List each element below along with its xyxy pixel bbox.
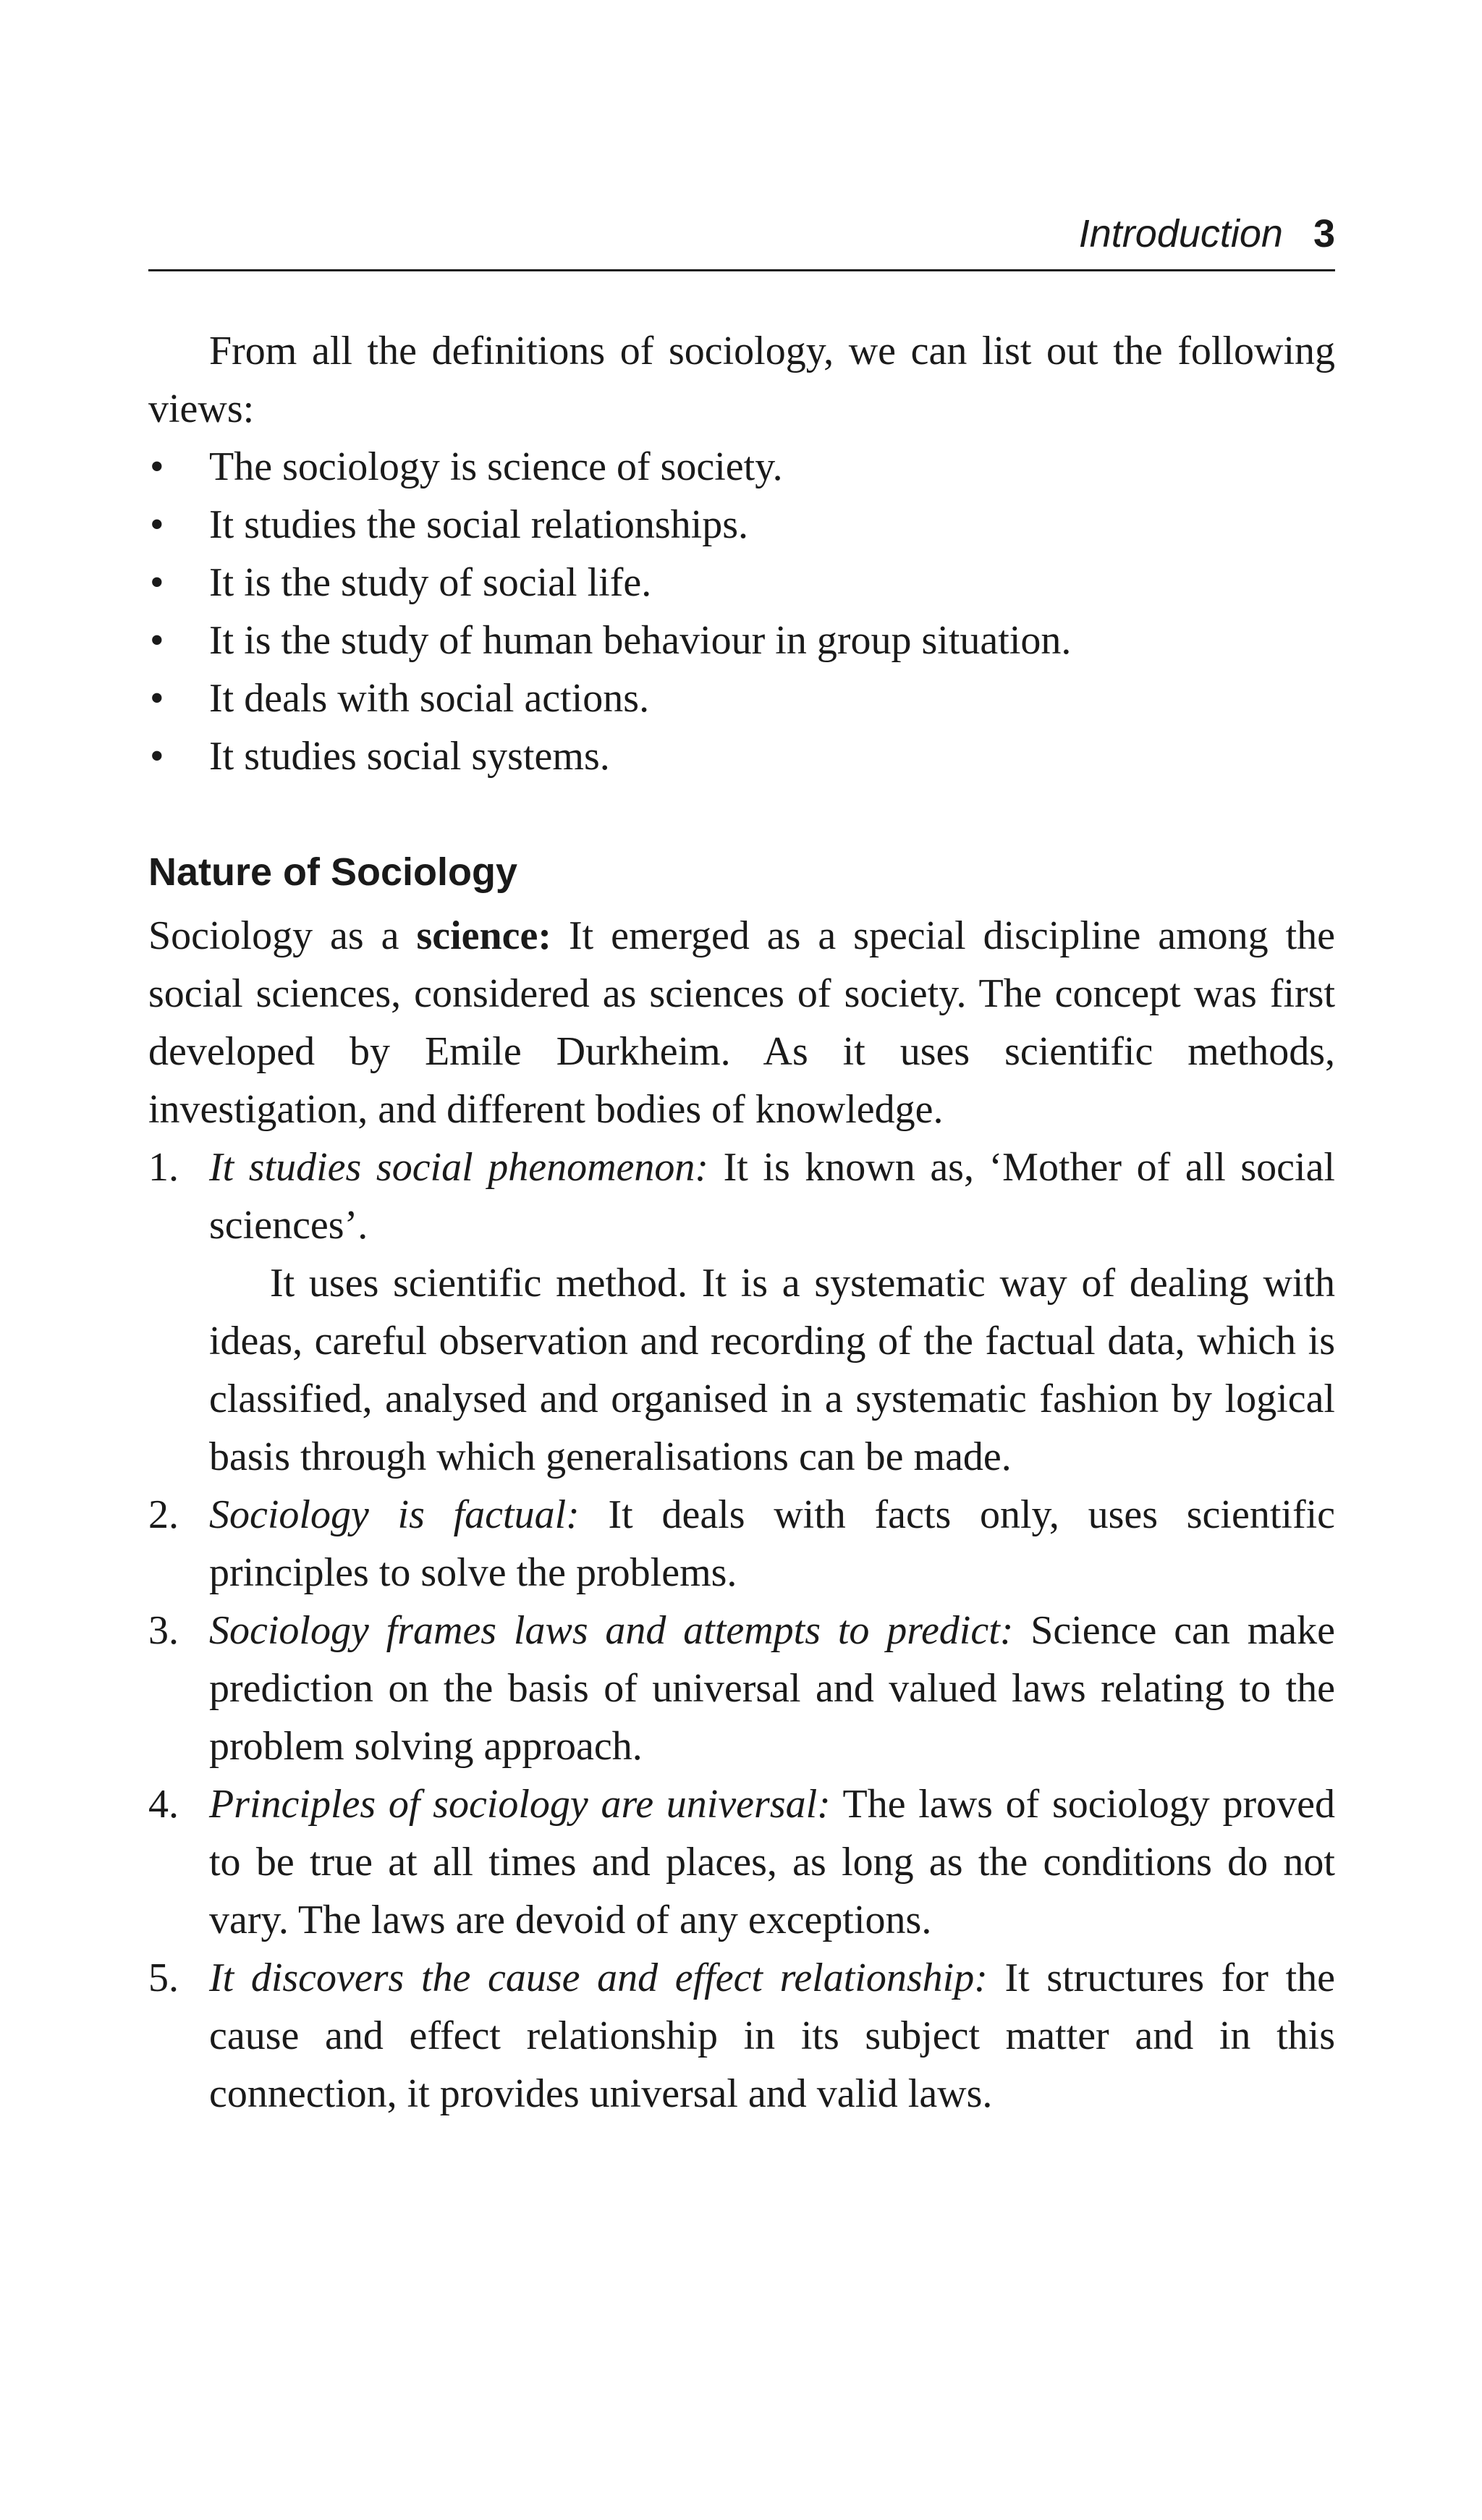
views-list [148, 438, 1335, 785]
list-item-text: It is the study of social life. [209, 560, 652, 605]
item-text: It is known as, ‘Mother of all social sciences’. [209, 1145, 1335, 1248]
lead-text: It emerged as a special discipline among the social sciences, considered as sciences of society. The concept was first developed by Emile Durkheim. As it uses scientific methods, investigation, and different bodies of knowledge. [148, 913, 1336, 1132]
lead-bold-term: science: [416, 913, 552, 958]
bullet-icon: • [150, 734, 164, 779]
item-title: Sociology frames laws and attempts to predict: [209, 1608, 1014, 1653]
item-text: Science can make prediction on the basis of universal and valued laws relating to the problem solving approach. [209, 1608, 1335, 1769]
bullet-icon: • [150, 676, 164, 721]
item-text: It deals with facts only, uses scientific principles to solve the problems. [209, 1492, 1336, 1595]
list-item [148, 727, 1335, 785]
item-number: 5. [148, 1955, 179, 2000]
intro-paragraph: From all the definitions of sociology, we can list out the following views: [148, 329, 1335, 431]
numbered-item [148, 1138, 1335, 1486]
list-item-text: It studies the social relationships. [209, 502, 748, 547]
list-item-text: The sociology is science of society. [209, 444, 783, 489]
page-body [148, 322, 1335, 2123]
list-item-text: It studies social systems. [209, 734, 610, 779]
running-header [148, 211, 1335, 271]
numbered-item [148, 1486, 1335, 1602]
list-item [148, 612, 1335, 669]
bullet-icon: • [150, 444, 164, 489]
item-text: The laws of sociology proved to be true at all times and places, as long as the conditions do not vary. The laws are devoid of any exceptions. [209, 1782, 1335, 1942]
item-title: Sociology is factual: [209, 1492, 580, 1537]
list-item [148, 669, 1335, 727]
item-title: It discovers the cause and effect relationship: [209, 1955, 988, 2000]
bullet-icon: • [150, 618, 164, 663]
item-number: 2. [148, 1492, 179, 1537]
numbered-item [148, 1775, 1335, 1949]
lead-prefix: Sociology as a [148, 913, 417, 958]
bullet-icon: • [150, 560, 164, 605]
numbered-item [148, 1949, 1335, 2123]
page-number: 3 [1313, 212, 1335, 255]
bullet-icon: • [150, 502, 164, 547]
list-item-text: It is the study of human behaviour in group situation. [209, 618, 1072, 663]
section-heading: Nature of Sociology [148, 850, 518, 894]
item-title: Principles of sociology are universal: [209, 1782, 831, 1827]
item-title: It studies social phenomenon: [209, 1145, 709, 1190]
item-text: It structures for the cause and effect relationship in its subject matter and in this connection, it provides universal and valid laws. [209, 1955, 1335, 2116]
item-number: 4. [148, 1782, 179, 1827]
list-item-text: It deals with social actions. [209, 676, 650, 721]
item-number: 1. [148, 1145, 179, 1190]
chapter-title: Introduction [1078, 212, 1283, 255]
list-item [148, 496, 1335, 554]
numbered-item [148, 1602, 1335, 1775]
nature-points-list [148, 1138, 1335, 2123]
section-lead-paragraph [148, 907, 1335, 1138]
item-extra-paragraph: It uses scientific method. It is a systematic way of dealing with ideas, careful observation and recording of the factual data, which is classified, analysed and organised in a systematic fashion by logical basis through which generalisations can be made. [209, 1261, 1335, 1479]
list-item [148, 438, 1335, 496]
list-item [148, 554, 1335, 612]
item-number: 3. [148, 1608, 179, 1653]
